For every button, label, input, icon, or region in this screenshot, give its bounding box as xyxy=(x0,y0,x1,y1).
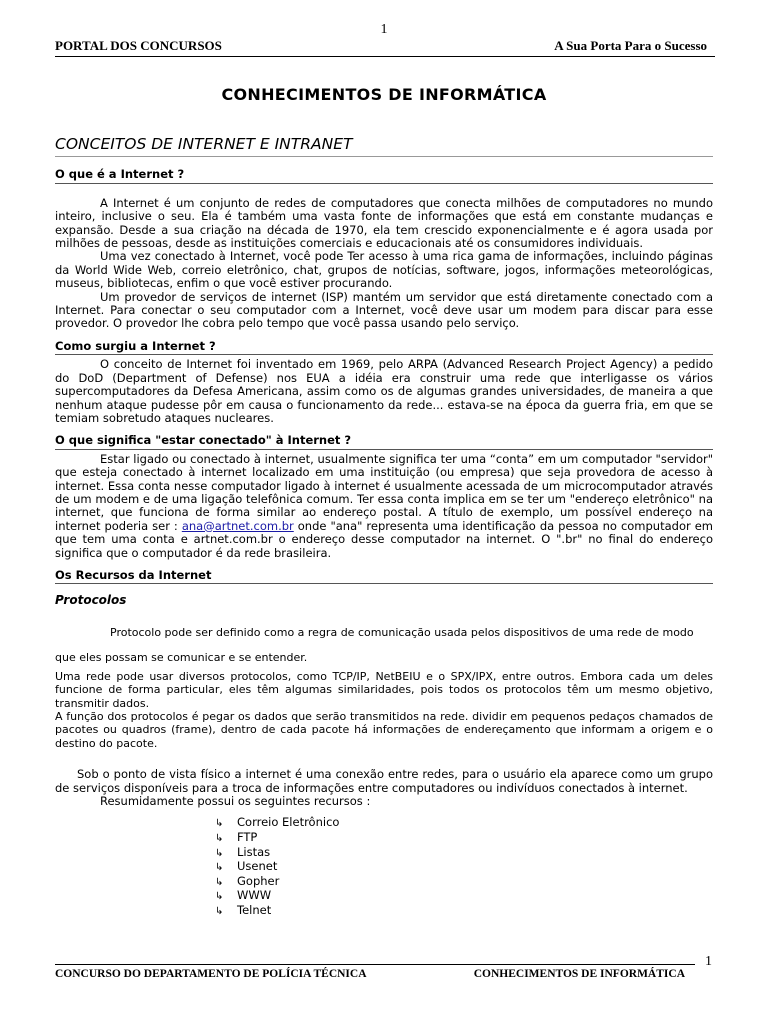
list-item-label: WWW xyxy=(237,888,272,903)
heading-internet-resources: Os Recursos da Internet xyxy=(55,569,713,584)
list-item xyxy=(215,846,713,861)
document-body xyxy=(55,135,713,919)
paragraph: Uma vez conectado à Internet, você pode Ter acesso à uma rica gama de informações, incluindo páginas da World Wide Web, correio eletrônico, chat, grupos de notícias, software, jogos, informações meteorológicas, museus, bibliotecas, enfim o que você estiver procurando. xyxy=(55,249,713,291)
list-item xyxy=(215,860,713,875)
header-left: PORTAL DOS CONCURSOS xyxy=(55,38,222,53)
resources-list xyxy=(215,816,713,918)
paragraph-text: Estar ligado ou conectado à internet, usualmente significa ter uma “conta” em um computador "servidor" que esteja conectado à internet localizado em uma instituição (ou empresa) que seja provedora de acesso à internet. Essa conta nesse computador ligado à internet é usualmente acessada de um microcomputador através de um modem e de uma ligação telefônica comum. Ter essa conta implica em se ter um "endereço eletrônico" na internet, que funciona de forma similar ao endereço postal. A título de exemplo, um possível endereço na internet poderia ser : xyxy=(55,451,713,533)
page-number-bottom: 1 xyxy=(705,954,712,969)
list-item xyxy=(215,816,713,831)
footer-left: CONCURSO DO DEPARTAMENTO DE POLÍCIA TÉCNICA xyxy=(55,968,367,980)
hook-arrow-icon: ↳ xyxy=(215,818,224,830)
paragraph: Sob o ponto de vista físico a internet é uma conexão entre redes, para o usuário ela aparece como um grupo de serviços disponíveis para a troca de informações entre computadores ou indivíduos conectados à internet. xyxy=(55,767,713,795)
page-header xyxy=(55,38,715,57)
hook-arrow-icon: ↳ xyxy=(215,833,224,845)
hook-arrow-icon: ↳ xyxy=(215,847,224,859)
list-item xyxy=(215,904,713,919)
list-item-label: Listas xyxy=(237,844,271,859)
paragraph: O conceito de Internet foi inventado em 1969, pelo ARPA (Advanced Research Project Agency) a pedido do DoD (Department of Defense) nos EUA a idéia era construir uma rede que interligasse os vários supercomputadores da Defesa Americana, assim como os de algumas grandes universidades, de maneira a que nenhum ataque pudesse pôr em causa o funcionamento da rede... estava-se na época da guerra fria, em que se temiam sobretudo ataques nucleares. xyxy=(55,357,713,425)
paragraph: Uma rede pode usar diversos protocolos, como TCP/IP, NetBEIU e o SPX/IPX, entre outros. Embora cada um deles funcione de forma particular, eles têm algumas similaridades, pois todos os protocolos têm um mesmo objetivo, transmitir dados. xyxy=(55,669,713,710)
list-item-label: Correio Eletrônico xyxy=(237,815,340,830)
list-item-label: Gopher xyxy=(237,873,280,888)
hook-arrow-icon: ↳ xyxy=(215,876,224,888)
section-title: CONCEITOS DE INTERNET E INTRANET xyxy=(55,138,713,157)
heading-being-connected: O que significa "estar conectado" à Internet ? xyxy=(55,434,713,449)
list-item xyxy=(215,889,713,904)
heading-what-is-internet: O que é a Internet ? xyxy=(55,168,713,183)
paragraph: Protocolo pode ser definido como a regra de comunicação usada pelos dispositivos de uma rede de modo que eles possam se comunicar e se entender. xyxy=(55,625,694,664)
hook-arrow-icon: ↳ xyxy=(215,862,224,874)
paragraph: A função dos protocolos é pegar os dados que serão transmitidos na rede. dividir em pequenos pedaços chamados de pacotes ou quadros (frame), dentro de cada pacote há informações de endereçamento que informam a origem e o destino do pacote. xyxy=(55,710,713,750)
list-item-label: Telnet xyxy=(237,903,272,917)
paragraph: A Internet é um conjunto de redes de computadores que conecta milhões de computadores no mundo inteiro, inclusive o seu. Ela é também uma vasta fonte de informações que está em constante mudanças e expansão. Desde a sua criação na década de 1970, ela tem crescido exponencialmente e é agora usada por milhões de pessoas, desde as instituições comerciais e educacionais até os consumidores individuais. xyxy=(55,195,713,251)
email-link[interactable]: ana@artnet.com.br xyxy=(181,518,294,533)
list-item xyxy=(215,831,713,846)
hook-arrow-icon: ↳ xyxy=(215,906,224,917)
list-item xyxy=(215,875,713,890)
page-footer xyxy=(55,964,695,980)
paragraph-text: onde "ana" representa uma identificação da pessoa no computador em que tem uma conta e artnet.com.br o endereço desse computador na internet. O ".br" no final do endereço significa que o computador é da rede brasileira. xyxy=(55,518,713,560)
heading-internet-origin: Como surgiu a Internet ? xyxy=(55,340,713,355)
heading-protocols: Protocolos xyxy=(55,593,127,608)
paragraph: Um provedor de serviços de internet (ISP) mantém um servidor que está diretamente conectado com a Internet. Para conectar o seu computador com a Internet, você deve usar um modem para discar para esse provedor. O provedor lhe cobra pelo tempo que você passa usando pelo serviço. xyxy=(55,289,713,331)
hook-arrow-icon: ↳ xyxy=(215,891,224,903)
footer-right: CONHECIMENTOS DE INFORMÁTICA xyxy=(473,968,685,980)
paragraph: Resumidamente possui os seguintes recursos : xyxy=(100,794,371,809)
list-item-label: FTP xyxy=(237,830,258,845)
paragraph xyxy=(55,453,713,560)
list-item-label: Usenet xyxy=(237,859,278,874)
page-number-top: 1 xyxy=(380,22,388,37)
document-title: CONHECIMENTOS DE INFORMÁTICA xyxy=(221,85,547,104)
header-right: A Sua Porta Para o Sucesso xyxy=(554,38,707,53)
